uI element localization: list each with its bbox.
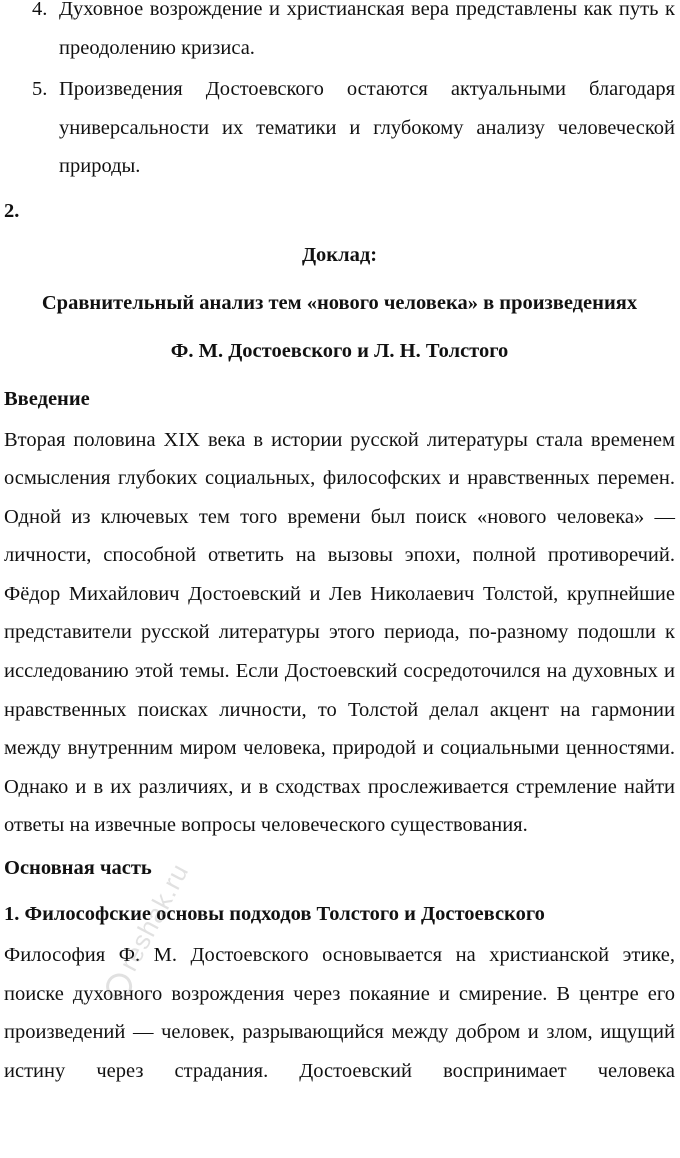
list-item-number: 4.: [32, 0, 48, 20]
conclusions-list: [4, 0, 675, 186]
report-subtitle-line-1: Сравнительный анализ тем «нового человека» в произведениях: [41, 291, 638, 314]
list-item-text: Произведения Достоевского остаются актуальными благодаря универсальности их тематики и глубокому анализу человеческой природы.: [59, 78, 675, 177]
report-title: Доклад:: [301, 243, 378, 266]
section-number: 2.: [4, 199, 20, 222]
main-heading: Основная часть: [4, 857, 152, 880]
intro-paragraph: Вторая половина XIX века в истории русской литературы стала временем осмысления глубоких социальных, философских и нравственных перемен. Одной из ключевых тем того времени был поиск «нового человека» — личности, способной ответить на вызовы эпохи, полной противоречий. Фёдор Михайлович Достоевский и Лев Николаевич Толстой, крупнейшие представители русской литературы этого периода, по-разному подошли к исследованию этой темы. Если Достоевский сосредоточился на духовных и нравственных поисках личности, то Толстой делал акцент на гармонии между внутренним миром человека, природой и социальными ценностями. Однако и в их различиях, и в сходствах прослеживается стремление найти ответы на извечные вопросы человеческого существования.: [4, 428, 675, 837]
intro-heading: Введение: [4, 387, 90, 410]
report-subtitle: [4, 284, 675, 370]
list-item-number: 5.: [32, 78, 48, 100]
watermark-text: reshak.ru: [113, 858, 195, 976]
list-item: [4, 70, 675, 186]
list-item-text: Духовное возрождение и христианская вера представлены как путь к преодолению кризиса.: [59, 0, 675, 59]
philosophy-paragraph: Философия Ф. М. Достоевского основывается на христианской этике, поиске духовного возрождения через покаяние и смирение. В центре его произведений — человек, разрывающийся между добром и злом, ищущий истину через страдания. Достоевский воспринимает человека: [4, 944, 675, 1082]
list-item: [4, 0, 675, 67]
report-subtitle-line-2: Ф. М. Достоевского и Л. Н. Толстого: [170, 339, 509, 362]
philosophy-subheading: 1. Философские основы подходов Толстого и Достоевского: [4, 903, 545, 926]
